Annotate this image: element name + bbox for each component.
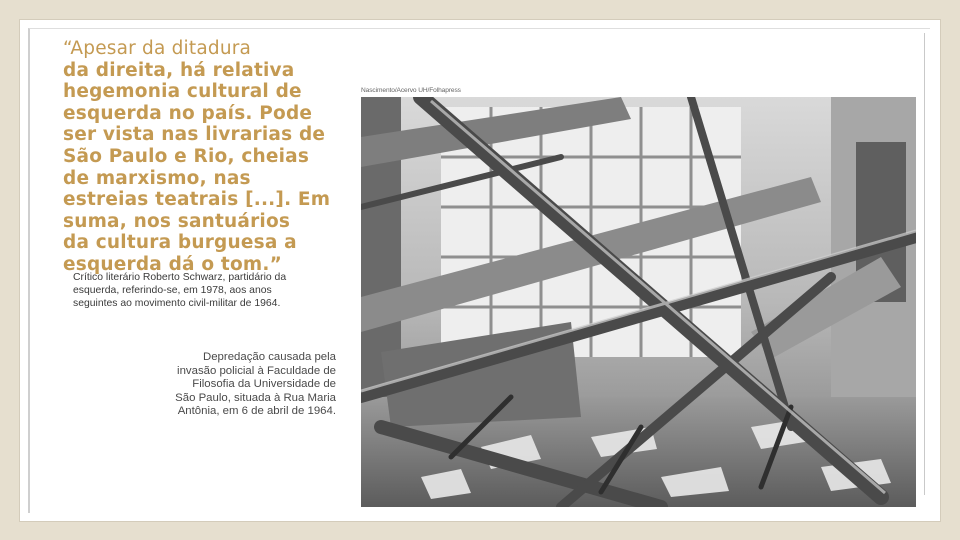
page-edge — [924, 33, 929, 495]
photo-caption — [140, 351, 336, 419]
quote-line: esquerda no país. Pode — [63, 102, 313, 124]
photo-illustration — [361, 97, 916, 507]
quote-line: de marxismo, nas — [63, 167, 251, 189]
quote-line: hegemonia cultural de — [63, 81, 302, 103]
pull-quote — [63, 38, 353, 276]
attribution-line: esquerda, referindo-se, em 1978, aos anos — [73, 285, 272, 296]
quote-line: esquerda dá o tom.” — [63, 253, 282, 275]
quote-line: São Paulo e Rio, cheias — [63, 145, 310, 167]
quote-attribution — [73, 271, 343, 310]
caption-line: Filosofia da Universidade de — [192, 378, 336, 391]
caption-line: invasão policial à Faculdade de — [177, 364, 336, 377]
quote-line: ser vista nas livrarias de — [63, 124, 326, 146]
quote-line: suma, nos santuários — [63, 210, 291, 232]
quote-line: da cultura burguesa a — [63, 232, 297, 254]
photo-credit: Nascimento/Acervo UH/Folhapress — [361, 87, 461, 94]
caption-line: Antônia, em 6 de abril de 1964. — [177, 405, 336, 418]
attribution-line: Crítico literário Roberto Schwarz, partidário da — [73, 272, 287, 283]
caption-line: São Paulo, situada à Rua Maria — [175, 391, 336, 404]
photo-vandalized-classroom — [361, 97, 916, 507]
quote-line: estreias teatrais [...]. Em — [63, 189, 331, 211]
attribution-line: seguintes ao movimento civil-militar de 1964. — [73, 298, 281, 309]
caption-line: Depredação causada pela — [203, 351, 336, 363]
quote-line: “Apesar da ditadura — [63, 38, 252, 59]
quote-line: da direita, há relativa — [63, 59, 295, 81]
